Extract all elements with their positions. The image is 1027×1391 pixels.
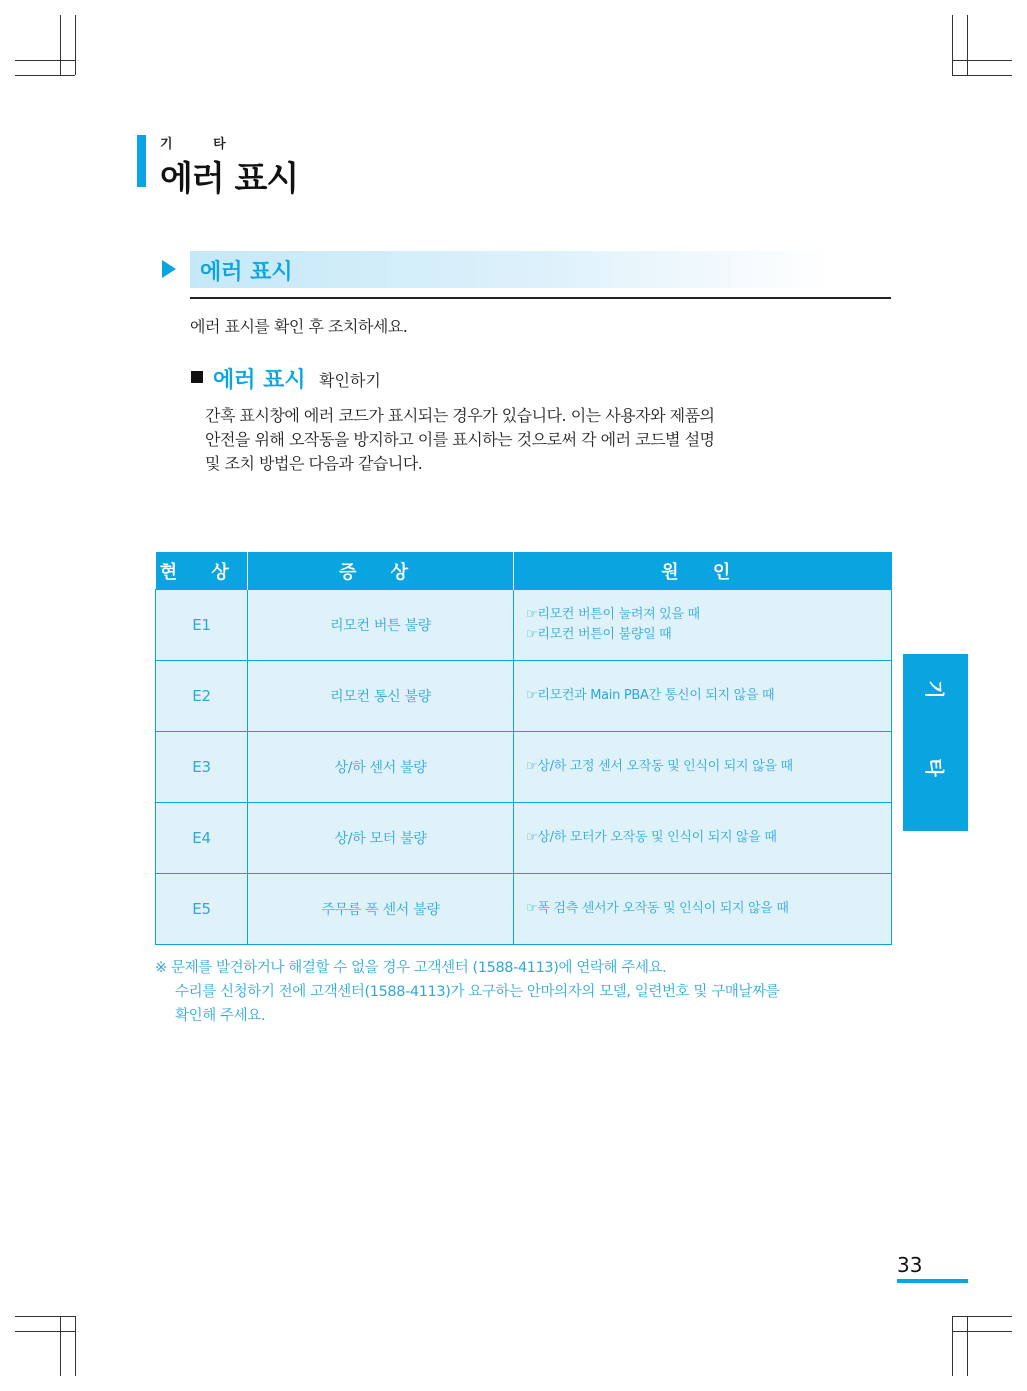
crop-mark xyxy=(952,15,953,75)
subsection-title: 에러 표시 xyxy=(213,368,306,393)
note-line: 수리를 신청하기 전에 고객센터(1588-4113)가 요구하는 안마의자의 모델, 일련번호 및 구매날짜를 xyxy=(175,984,780,1000)
symptom-cell: 주무름 폭 센서 불량 xyxy=(248,874,514,945)
chapter-label: 기 타 xyxy=(160,137,244,152)
table-row xyxy=(156,661,892,732)
cause-line: ☞리모컨 버튼이 불량일 때 xyxy=(526,627,672,642)
crop-mark xyxy=(15,75,75,76)
header-symptom: 증 상 xyxy=(248,552,514,590)
crop-mark xyxy=(15,1316,75,1317)
chapter-side-tab xyxy=(903,654,968,831)
paragraph-line: 및 조치 방법은 다음과 같습니다. xyxy=(205,454,423,473)
error-code: E5 xyxy=(156,874,248,945)
paragraph-line: 안전을 위해 오작동을 방지하고 이를 표시하는 것으로써 각 에러 코드별 설명 xyxy=(205,430,715,449)
crop-mark xyxy=(75,1316,76,1376)
title-accent-bar xyxy=(137,135,146,187)
error-code: E4 xyxy=(156,803,248,874)
section-divider xyxy=(190,297,891,299)
side-tab-char: 타 xyxy=(923,758,945,777)
crop-mark xyxy=(952,1316,953,1376)
crop-mark xyxy=(60,15,61,75)
section-arrow-icon xyxy=(162,260,176,278)
contact-note xyxy=(155,956,779,1028)
crop-mark xyxy=(952,1316,1012,1317)
cause-cell xyxy=(514,590,892,661)
crop-mark xyxy=(60,1316,61,1376)
note-line: ※ 문제를 발견하거나 해결할 수 없을 경우 고객센터 (1588-4113)에 연락해 주세요. xyxy=(155,960,667,976)
symptom-cell: 리모컨 통신 불량 xyxy=(248,661,514,732)
cause-cell xyxy=(514,732,892,803)
error-code: E2 xyxy=(156,661,248,732)
table-header-row xyxy=(156,552,892,590)
cause-line: ☞폭 검측 센서가 오작동 및 인식이 되지 않을 때 xyxy=(526,901,789,916)
table-row xyxy=(156,874,892,945)
error-code: E3 xyxy=(156,732,248,803)
description-paragraph xyxy=(205,404,825,476)
crop-mark xyxy=(967,15,968,75)
symptom-cell: 상/하 센서 불량 xyxy=(248,732,514,803)
crop-mark xyxy=(952,75,1012,76)
header-cause: 원 인 xyxy=(514,552,892,590)
cause-cell xyxy=(514,661,892,732)
symptom-cell: 상/하 모터 불량 xyxy=(248,803,514,874)
header-phenomenon: 현 상 xyxy=(156,552,248,590)
cause-cell xyxy=(514,803,892,874)
side-tab-char: 기 xyxy=(923,680,945,699)
page-number: 33 xyxy=(897,1253,923,1277)
paragraph-line: 간혹 표시창에 에러 코드가 표시되는 경우가 있습니다. 이는 사용자와 제품의 xyxy=(205,406,715,425)
section-title: 에러 표시 xyxy=(200,260,293,285)
crop-mark xyxy=(952,60,1012,61)
error-code-table xyxy=(155,552,892,945)
page-number-underline xyxy=(897,1279,968,1283)
square-bullet-icon xyxy=(191,371,203,383)
table-row xyxy=(156,803,892,874)
cause-cell xyxy=(514,874,892,945)
cause-line: ☞상/하 모터가 오작동 및 인식이 되지 않을 때 xyxy=(526,830,777,845)
table-row xyxy=(156,732,892,803)
crop-mark xyxy=(15,1331,75,1332)
crop-mark xyxy=(967,1316,968,1376)
crop-mark xyxy=(75,15,76,75)
crop-mark xyxy=(952,1331,1012,1332)
table-row xyxy=(156,590,892,661)
section-intro: 에러 표시를 확인 후 조치하세요. xyxy=(190,317,408,336)
cause-line: ☞리모컨과 Main PBA간 통신이 되지 않을 때 xyxy=(526,688,775,703)
cause-line: ☞상/하 고정 센서 오작동 및 인식이 되지 않을 때 xyxy=(526,759,793,774)
symptom-cell: 리모컨 버튼 불량 xyxy=(248,590,514,661)
error-code: E1 xyxy=(156,590,248,661)
crop-mark xyxy=(15,60,75,61)
subsection-suffix: 확인하기 xyxy=(319,371,381,390)
note-line: 확인해 주세요. xyxy=(175,1008,266,1024)
cause-line: ☞리모컨 버튼이 눌려져 있을 때 xyxy=(526,607,700,622)
page-title: 에러 표시 xyxy=(160,159,299,199)
